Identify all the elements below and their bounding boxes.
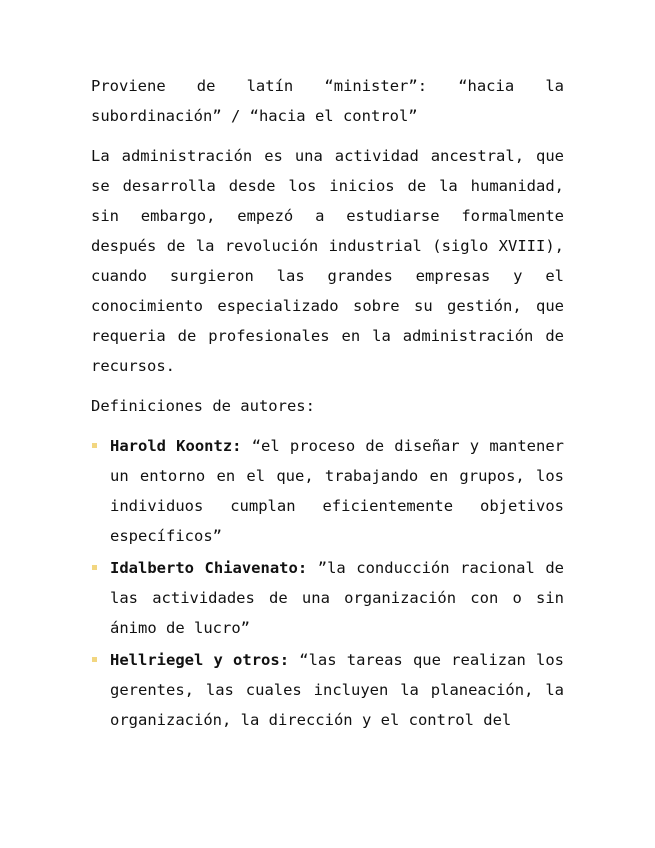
bullet-icon [92, 657, 97, 662]
definition-text: ”la conducción racional de las actividades de una organización con o sin ánimo de lucro” [110, 559, 564, 637]
definition-item [91, 645, 564, 735]
definition-text: “las tareas que realizan los gerentes, las cuales incluyen la planeación, la organización, la dirección y el control del [110, 651, 564, 729]
intro-paragraph: Proviene de latín “minister”: “hacia la subordinación” / “hacia el control” [91, 77, 564, 125]
bullet-icon [92, 443, 97, 448]
definitions-list [91, 431, 564, 735]
definition-author: Idalberto Chiavenato: [110, 559, 308, 577]
definition-item [91, 431, 564, 551]
bullet-icon [92, 565, 97, 570]
definition-text: “el proceso de diseñar y mantener un entorno en el que, trabajando en grupos, los individuos cumplan eficientemente objetivos específicos” [110, 437, 564, 545]
definitions-heading: Definiciones de autores: [91, 397, 315, 415]
history-paragraph: La administración es una actividad ancestral, que se desarrolla desde los inicios de la humanidad, sin embargo, empezó a estudiarse formalmente después de la revolución industrial (siglo XVIII), cuando surgieron las grandes empresas y el conocimiento especializado sobre su gestión, que requeria de profesionales en la administración de recursos. [91, 147, 564, 375]
definition-author: Harold Koontz: [110, 437, 242, 455]
definition-author: Hellriegel y otros: [110, 651, 290, 669]
document-page [91, 71, 564, 737]
definition-item [91, 553, 564, 643]
